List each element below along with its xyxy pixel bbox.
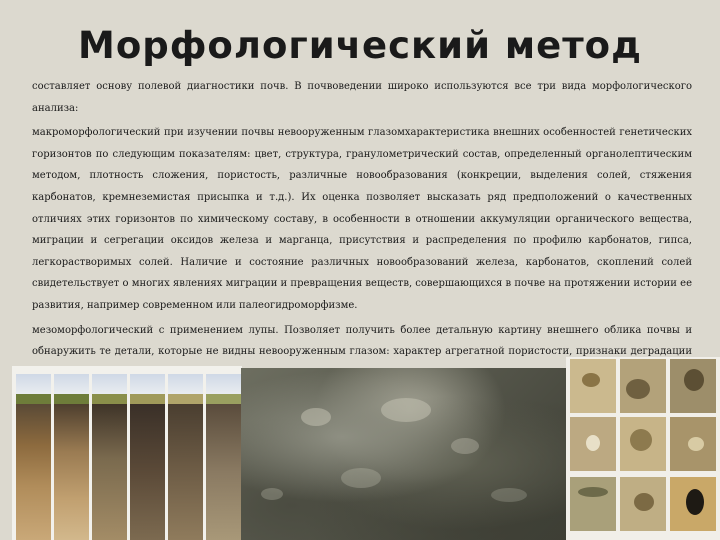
thin-section-image (620, 417, 666, 471)
paragraph-mesomorphological: мезоморфологический с применением лупы. Позволяет получить более детальную картину внешнего облика почвы и обнаружить те детали, которые не видны невооруженным глазом: характер агрегатной пористости, признаки деградации (32, 324, 692, 358)
soil-macro-photo (241, 368, 579, 540)
thin-section-image (570, 477, 616, 531)
paragraph-intro: составляет основу полевой диагностики почв. В почвоведении широко используются все три вида морфологического анализа: (32, 81, 692, 114)
slide-title: Морфологический метод (78, 24, 642, 67)
thin-section-image (570, 359, 616, 413)
thin-section-image (670, 359, 716, 413)
micromorphology-images (566, 357, 720, 540)
thin-section-image (570, 417, 616, 471)
soil-profile-5 (168, 374, 203, 540)
thin-section-image (620, 359, 666, 413)
soil-profile-3 (92, 374, 127, 540)
soil-profile-6 (206, 374, 241, 540)
soil-profile-1 (16, 374, 51, 540)
thin-section-image (670, 477, 716, 531)
soil-profiles-image (12, 366, 242, 540)
soil-profile-2 (54, 374, 89, 540)
soil-profile-4 (130, 374, 165, 540)
thin-section-image (620, 477, 666, 531)
thin-section-image (670, 417, 716, 471)
paragraph-macromorphological: макроморфологический при изучении почвы невооруженным глазомхарактеристика внешних особенностей генетических горизонтов по следующим показателям: цвет, структура, гранулометрический состав, определенный органолептическим методом, плотность сложения, пористость, различные новообразования (конкреции, выделения солей, стяжения карбонатов, кремнеземистая присыпка и т.д.). Их оценка позволяет высказать ряд предположений о качественных отличиях этих горизонтов по химическому составу, в особенности в отношении аккумуляции органического вещества, миграции и сегрегации оксидов железа и марганца, присутствия и распределения по профилю карбонатов, гипса, легкорастворимых солей. Наличие и состояние различных новообразований железа, карбонатов, скоплений солей свидетельствует о многих явлениях миграции и превращения веществ, совершающихся в почве на протяжении истории ее развития, например современном или палеогидроморфизме. (32, 127, 692, 311)
